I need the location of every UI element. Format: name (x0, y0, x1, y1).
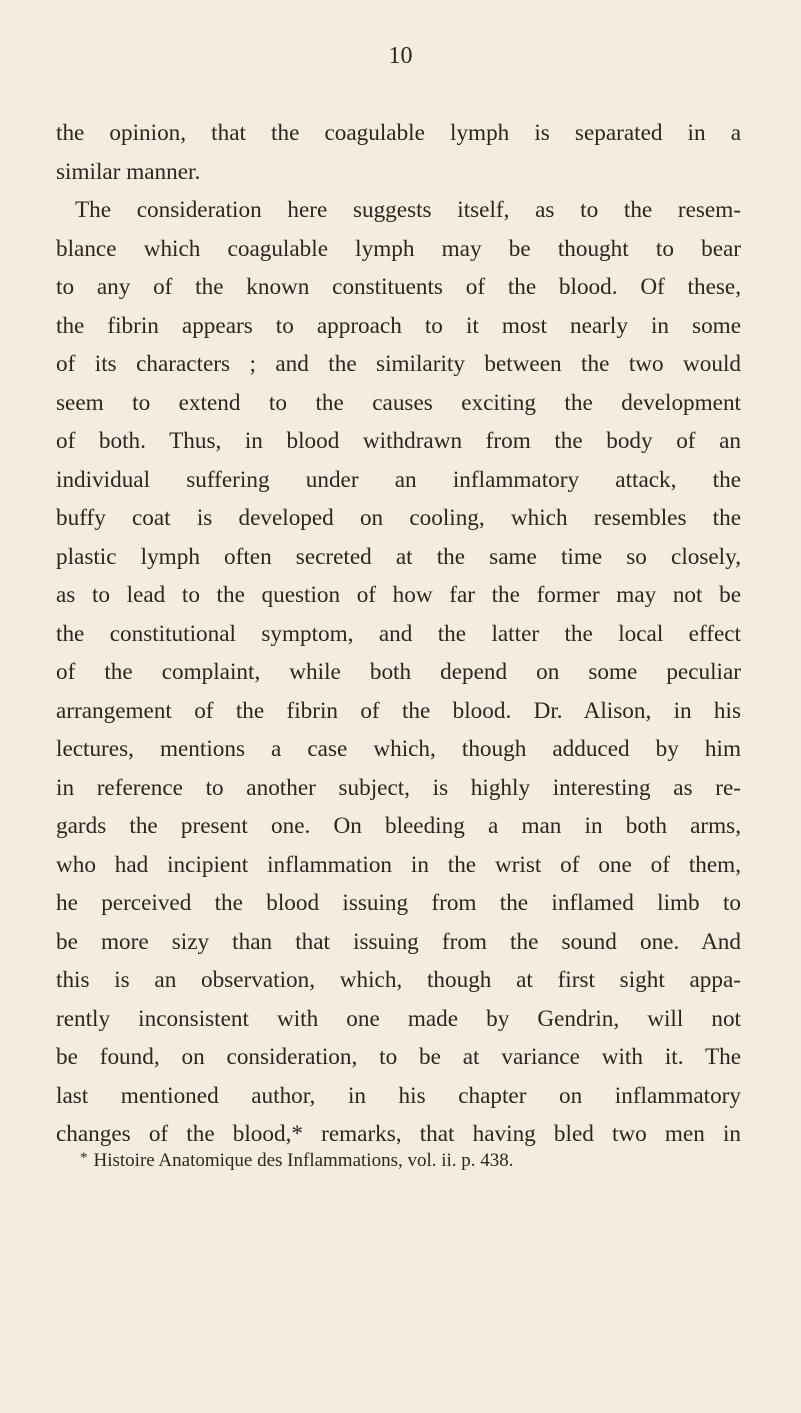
text-line: The consideration here suggests itself, as to the resem- (75, 197, 741, 223)
footnote-text: Histoire Anatomique des Inflammations, vol. ii. p. 438. (93, 1150, 514, 1171)
text-line: seem to extend to the causes exciting the development (56, 389, 741, 416)
text-line: arrangement of the fibrin of the blood. Dr. Alison, in his (56, 697, 741, 724)
text-line: similar manner. (56, 158, 201, 185)
text-line: gards the present one. On bleeding a man in both arms, (56, 813, 741, 839)
text-line: he perceived the blood issuing from the inflamed limb to (56, 890, 741, 916)
text-line: as to lead to the question of how far the former may not be (56, 582, 741, 608)
text-line: lectures, mentions a case which, though adduced by him (56, 736, 741, 762)
footnote-marker: * (80, 1150, 88, 1166)
text-line: be more sizy than that issuing from the sound one. And (56, 928, 741, 955)
text-line: this is an observation, which, though at first sight appa- (56, 967, 741, 993)
text-line: changes of the blood,* remarks, that having bled two men in (56, 1121, 741, 1147)
page-number: 10 (388, 43, 413, 69)
text-line: blance which coagulable lymph may be thought to bear (56, 235, 741, 262)
text-line: in reference to another subject, is highly interesting as re- (56, 774, 741, 801)
text-line: who had incipient inflammation in the wrist of one of them, (56, 851, 741, 878)
text-line: individual suffering under an inflammatory attack, the (56, 466, 741, 493)
text-line: of its characters ; and the similarity between the two would (56, 351, 741, 377)
text-line: of the complaint, while both depend on some peculiar (56, 659, 741, 685)
text-line: be found, on consideration, to be at variance with it. The (56, 1044, 741, 1070)
body-text (56, 114, 741, 1154)
text-line: the constitutional symptom, and the latter the local effect (56, 620, 741, 647)
text-line: last mentioned author, in his chapter on inflammatory (56, 1082, 741, 1109)
text-line: the opinion, that the coagulable lymph is separated in a (56, 120, 741, 146)
text-line: buffy coat is developed on cooling, which resembles the (56, 505, 741, 531)
text-line: the fibrin appears to approach to it most nearly in some (56, 312, 741, 339)
text-line: plastic lymph often secreted at the same time so closely, (56, 543, 741, 570)
text-line: rently inconsistent with one made by Gendrin, will not (56, 1005, 741, 1032)
footnote (80, 1146, 720, 1173)
text-line: to any of the known constituents of the blood. Of these, (56, 274, 741, 300)
text-line: of both. Thus, in blood withdrawn from the body of an (56, 428, 741, 454)
